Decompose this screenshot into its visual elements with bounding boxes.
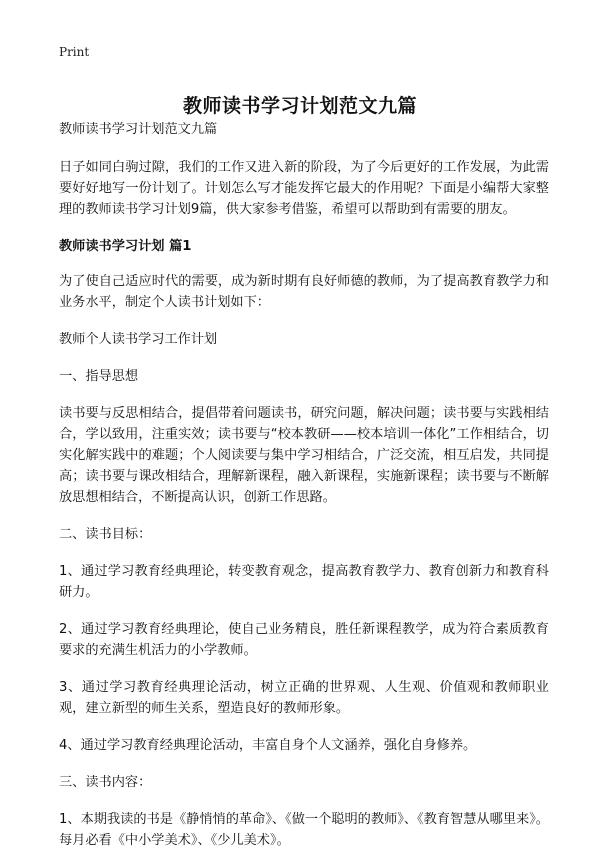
print-link[interactable]: Print xyxy=(59,45,90,59)
guide-paragraph: 读书要与反思相结合，提倡带着问题读书，研究问题，解决问题；读书要与实践相结合，学以致用，注重实效；读书要与“校本教研——校本培训一体化”工作相结合，切实化解实践中的难题；个人阅读要与集中学习相结合，广泛交流，相互启发，共同提高；读书要与课改相结合，理解新课程，融入新课程，实施新课程；读书要与不断解放思想相结合，不断提高认识，创新工作思路。 xyxy=(59,406,549,505)
section-heading: 教师读书学习计划 篇1 xyxy=(59,239,192,254)
goal-item-2: 2、通过学习教育经典理论，使自己业务精良，胜任新课程教学，成为符合素质教育要求的充满生机活力的小学教师。 xyxy=(59,622,549,658)
intro-paragraph: 日子如同白驹过隙，我们的工作又进入新的阶段，为了今后更好的工作发展，为此需要好好地写一份计划了。计划怎么写才能发挥它最大的作用呢？下面是小编帮大家整理的教师读书学习计划9篇，供大家参考借鉴，希望可以帮助到有需要的朋友。 xyxy=(59,160,549,217)
content-item-1: 1、本期我读的书是《静悄悄的革命》、《做一个聪明的教师》、《教育智慧从哪里来》。每月必看《中小学美术》、《少儿美术》。 xyxy=(59,812,549,848)
page-title: 教师读书学习计划范文九篇 xyxy=(182,94,417,117)
guide-heading: 一、指导思想 xyxy=(59,369,139,384)
content-heading: 三、读书内容： xyxy=(59,775,152,790)
goals-heading: 二、读书目标： xyxy=(59,527,152,542)
plan-name: 教师个人读书学习工作计划 xyxy=(59,332,218,347)
goal-item-4: 4、通过学习教育经典理论活动，丰富自身个人文涵养，强化自身修养。 xyxy=(59,738,477,753)
goal-item-1: 1、通过学习教育经典理论，转变教育观念，提高教育教学力、教育创新力和教育科研力。 xyxy=(59,564,549,600)
article-body xyxy=(59,119,549,867)
goal-item-3: 3、通过学习教育经典理论活动，树立正确的世界观、人生观、价值观和教师职业观，建立新型的师生关系，塑造良好的教师形象。 xyxy=(59,680,549,716)
article-subtitle: 教师读书学习计划范文九篇 xyxy=(59,122,218,137)
section-intro-paragraph: 为了使自己适应时代的需要，成为新时期有良好师德的教师，为了提高教育教学力和业务水平，制定个人读书计划如下： xyxy=(59,274,549,310)
